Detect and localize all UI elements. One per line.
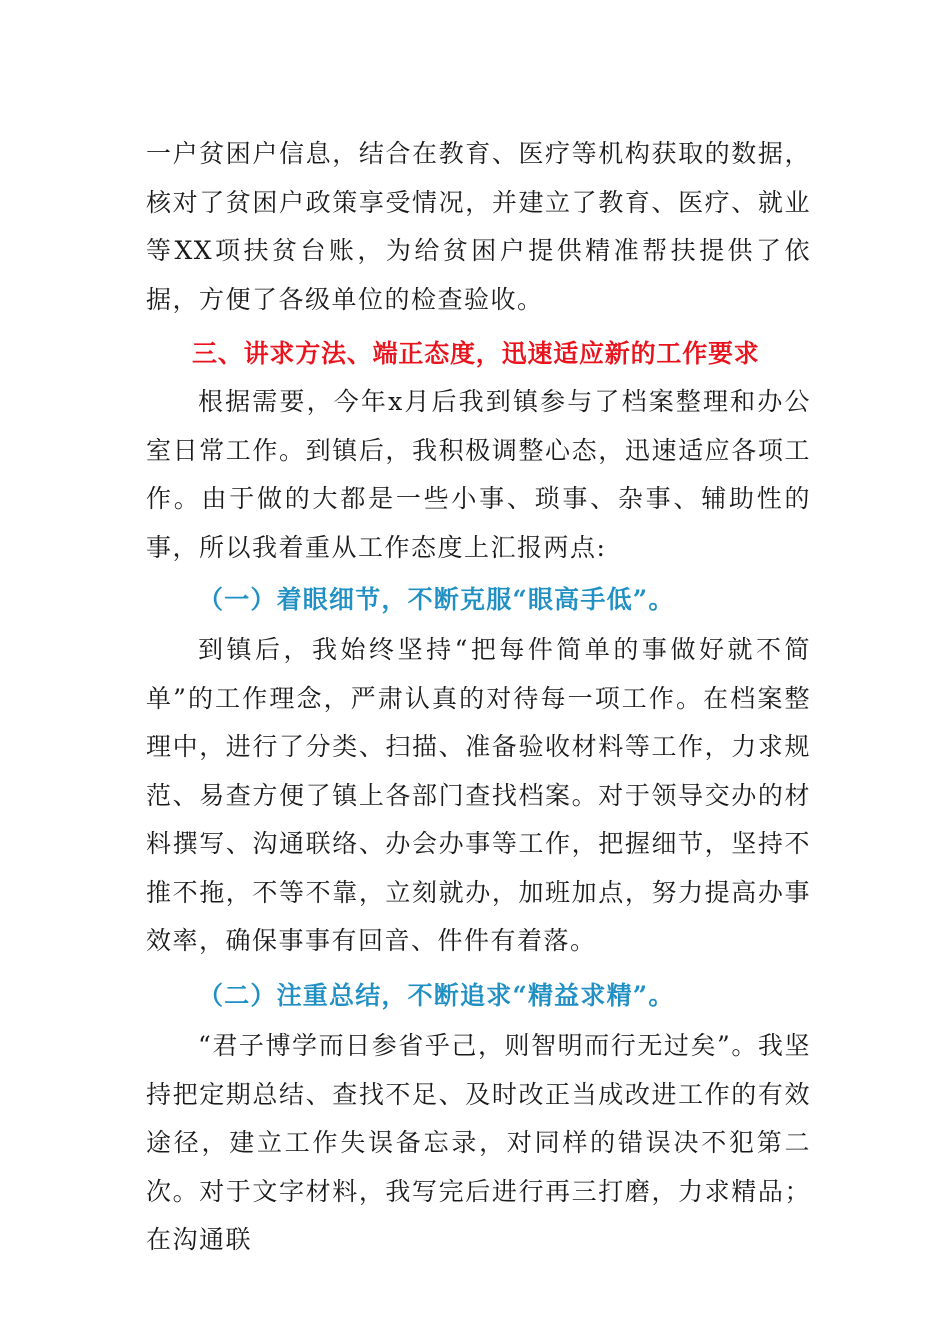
sub-two-heading: （二）注重总结，不断追求“精益求精”。 bbox=[198, 981, 675, 1010]
paragraph-continued: 一户贫困户信息，结合在教育、医疗等机构获取的数据，核对了贫困户政策享受情况，并建立了教育、医疗、就业等XX项扶贫台账，为给贫困户提供精准帮扶提供了依据，方便了各级单位的检查验收。 bbox=[146, 139, 811, 314]
sub-one-heading: （一）着眼细节，不断克服“眼高手低”。 bbox=[198, 585, 675, 614]
section-three-heading: 三、讲求方法、端正态度，迅速适应新的工作要求 bbox=[192, 339, 760, 368]
section-three-intro: 根据需要，今年x月后我到镇参与了档案整理和办公室日常工作。到镇后，我积极调整心态，迅速适应各项工作。由于做的大都是一些小事、琐事、杂事、辅助性的事，所以我着重从工作态度上汇报两点: bbox=[146, 387, 811, 562]
sub-two-body: “君子博学而日参省乎己，则智明而行无过矣”。我坚持把定期总结、查找不足、及时改正当成改进工作的有效途径，建立工作失误备忘录，对同样的错误决不犯第二次。对于文字材料，我写完后进行再三打磨，力求精品；在沟通联 bbox=[146, 1031, 811, 1254]
sub-one-body: 到镇后，我始终坚持“把每件简单的事做好就不简单”的工作理念，严肃认真的对待每一项工作。在档案整理中，进行了分类、扫描、准备验收材料等工作，力求规范、易查方便了镇上各部门查找档案。对于领导交办的材料撰写、沟通联络、办会办事等工作，把握细节，坚持不推不拖，不等不靠，立刻就办，加班加点，努力提高办事效率，确保事事有回音、件件有着落。 bbox=[146, 635, 811, 955]
